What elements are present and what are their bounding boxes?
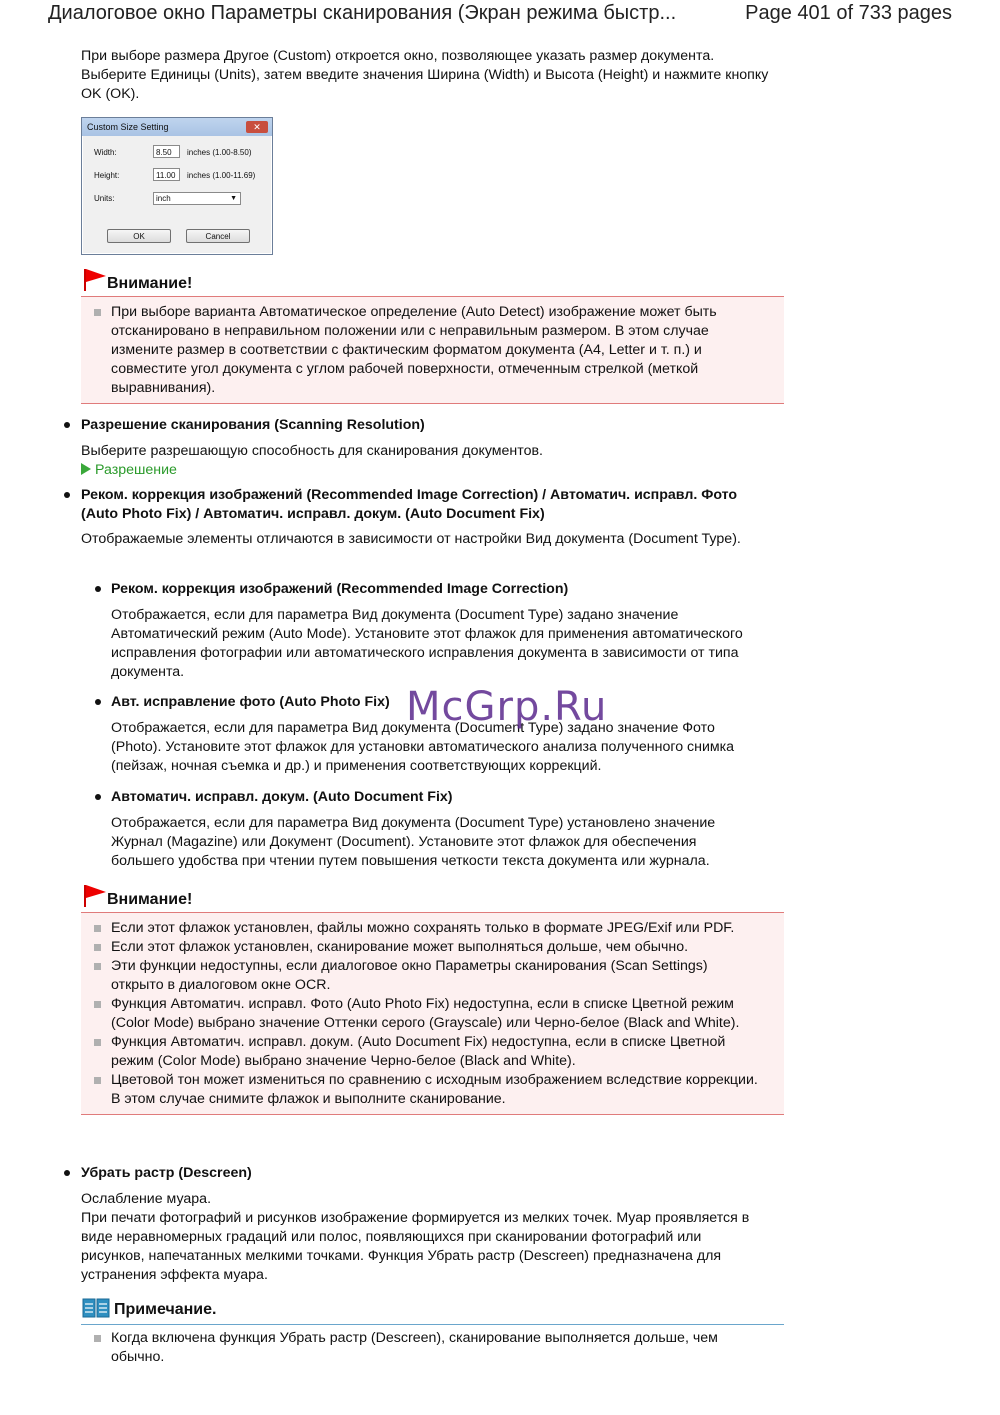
caution-header <box>81 270 784 297</box>
caution-item <box>81 303 784 398</box>
resolution-link[interactable] <box>81 461 177 480</box>
sub-recommended-title: Реком. коррекция изображений (Recommended Image Correction) <box>111 581 569 597</box>
square-bullet-icon <box>94 309 101 316</box>
close-icon[interactable]: ✕ <box>246 121 268 133</box>
descreen-title: Убрать растр (Descreen) <box>81 1165 252 1181</box>
caution-box-1 <box>81 270 784 404</box>
note-box <box>81 1296 784 1367</box>
sub-auto-document-text: Отображается, если для параметра Вид документа (Document Type) установлено значение Журнал (Magazine) или Документ (Document). Установите этот флажок для обеспечения большего удобства при чтении путем повышения четкости текста документа или журнала. <box>111 815 716 869</box>
units-select[interactable] <box>153 192 241 205</box>
square-bullet-icon <box>94 1039 101 1046</box>
sub-recommended-text: Отображается, если для параметра Вид документа (Document Type) задано значение Автоматический режим (Auto Mode). Установите этот флажок для применения автоматического исправления фотографии или автоматического исправления документа в зависимости от типа документа. <box>111 607 743 680</box>
page-header <box>0 0 1000 34</box>
descreen-heading <box>81 1164 771 1183</box>
caution-body <box>81 913 784 1115</box>
correction-heading <box>81 486 771 524</box>
caution-heading: Внимание! <box>107 891 193 908</box>
bullet-icon <box>64 422 70 428</box>
square-bullet-icon <box>94 1001 101 1008</box>
correction-text: Отображаемые элементы отличаются в зависимости от настройки Вид документа (Document Type). <box>81 531 741 547</box>
custom-size-dialog <box>81 117 273 255</box>
caution-item-text: Цветовой тон может измениться по сравнению с исходным изображением вследствие коррекции. В этом случае снимите флажок и выполните сканирование. <box>111 1072 758 1107</box>
caution-box-2 <box>81 886 784 1115</box>
dialog-titlebar <box>82 118 272 136</box>
sub-auto-photo-text: Отображается, если для параметра Вид документа (Document Type) задано значение Фото (Photo). Установите этот флажок для установки автоматического анализа полученного снимка (пейзаж, ночная съемка и др.) и применения соответствующих коррекций. <box>111 720 735 774</box>
bullet-icon <box>95 794 101 800</box>
cancel-button[interactable]: Cancel <box>186 229 250 243</box>
square-bullet-icon <box>94 963 101 970</box>
square-bullet-icon <box>94 944 101 951</box>
caution-item <box>81 1071 784 1109</box>
resolution-title: Разрешение сканирования (Scanning Resolution) <box>81 417 425 433</box>
caution-header <box>81 886 784 913</box>
document-title: Диалоговое окно Параметры сканирования (Экран режима быстр... <box>48 2 677 24</box>
resolution-link-label[interactable]: Разрешение <box>95 462 177 478</box>
ok-button[interactable]: OK <box>107 229 171 243</box>
note-body <box>81 1325 784 1367</box>
intro-paragraph <box>81 47 771 104</box>
note-item <box>81 1329 784 1367</box>
book-icon <box>82 1297 110 1319</box>
caution-item-text: Если этот флажок установлен, сканирование может выполняться дольше, чем обычно. <box>111 939 689 955</box>
width-range-note: inches (1.00-8.50) <box>187 148 252 157</box>
caution-item-text: Если этот флажок установлен, файлы можно сохранять только в формате JPEG/Exif или PDF. <box>111 920 735 936</box>
caution-item-text: Функция Автоматич. исправл. докум. (Auto Document Fix) недоступна, если в списке Цветной режим (Color Mode) выбрано значение Черно-белое (Black and White). <box>111 1034 726 1069</box>
caution-item-text: Функция Автоматич. исправл. Фото (Auto Photo Fix) недоступна, если в списке Цветной режим (Color Mode) выбрано значение Оттенки серого (Grayscale) или Черно-белое (Black and White). <box>111 996 740 1031</box>
height-input[interactable]: 11.00 <box>153 168 180 181</box>
page-counter: Page 401 of 733 pages <box>745 2 952 24</box>
descreen-text: При печати фотографий и рисунков изображение формируется из мелких точек. Муар проявляется в виде неравномерных градаций или полос, появляющихся при сканировании фотографий или рисунков, напечатанных мелкими точками. Функция Убрать растр (Descreen) предназначена для устранения эффекта муара. <box>81 1210 750 1283</box>
watermark: McGrp.Ru <box>406 684 608 730</box>
green-arrow-icon <box>81 463 91 475</box>
intro-text: При выборе размера Другое (Custom) откроется окно, позволяющее указать размер документа. Выберите Единицы (Units), затем введите значения Ширина (Width) и Высота (Height) и нажмите кнопку OK (OK). <box>81 48 769 102</box>
width-input[interactable]: 8.50 <box>153 145 180 158</box>
resolution-heading <box>81 416 771 435</box>
caution-item <box>81 1033 784 1071</box>
note-item-text: Когда включена функция Убрать растр (Descreen), сканирование выполняется дольше, чем обычно. <box>111 1330 718 1365</box>
note-heading: Примечание. <box>114 1301 217 1318</box>
caution-item <box>81 919 784 938</box>
units-selected-value: inch <box>156 194 171 203</box>
dialog-title: Custom Size Setting <box>87 122 169 132</box>
descreen-line1: Ослабление муара. <box>81 1191 212 1207</box>
caution-item-text: Эти функции недоступны, если диалоговое окно Параметры сканирования (Scan Settings) открыто в диалоговом окне OCR. <box>111 958 708 993</box>
bullet-icon <box>64 1170 70 1176</box>
caution-heading: Внимание! <box>107 275 193 292</box>
red-flag-icon <box>83 884 107 908</box>
square-bullet-icon <box>94 1335 101 1342</box>
bullet-icon <box>95 586 101 592</box>
sub-auto-photo-title: Авт. исправление фото (Auto Photo Fix) <box>111 694 390 710</box>
caution-item <box>81 938 784 957</box>
sub-auto-document-heading <box>111 788 771 807</box>
height-range-note: inches (1.00-11.69) <box>187 171 256 180</box>
sub-recommended-heading <box>111 580 771 599</box>
caution-body <box>81 297 784 404</box>
width-label: Width: <box>94 148 117 157</box>
correction-title: Реком. коррекция изображений (Recommended Image Correction) / Автоматич. исправл. Фото (Auto Photo Fix) / Автоматич. исправл. докум. (Auto Document Fix) <box>81 487 738 522</box>
note-header <box>81 1296 784 1325</box>
caution-item-text: При выборе варианта Автоматическое определение (Auto Detect) изображение может быть отсканировано в неправильном положении или с неправильным размером. В этом случае измените размер в соответствии с фактическим форматом документа (A4, Letter и т. п.) и совместите угол документа с углом рабочей поверхности, отмеченным стрелкой (меткой выравнивания). <box>111 304 717 396</box>
resolution-text: Выберите разрешающую способность для сканирования документов. <box>81 443 543 459</box>
caution-item <box>81 995 784 1033</box>
sub-auto-document-title: Автоматич. исправл. докум. (Auto Document Fix) <box>111 789 453 805</box>
red-flag-icon <box>83 268 107 292</box>
units-label: Units: <box>94 194 115 203</box>
bullet-icon <box>95 699 101 705</box>
square-bullet-icon <box>94 925 101 932</box>
square-bullet-icon <box>94 1077 101 1084</box>
chevron-down-icon: ▼ <box>230 195 237 202</box>
bullet-icon <box>64 492 70 498</box>
height-label: Height: <box>94 171 120 180</box>
caution-item <box>81 957 784 995</box>
